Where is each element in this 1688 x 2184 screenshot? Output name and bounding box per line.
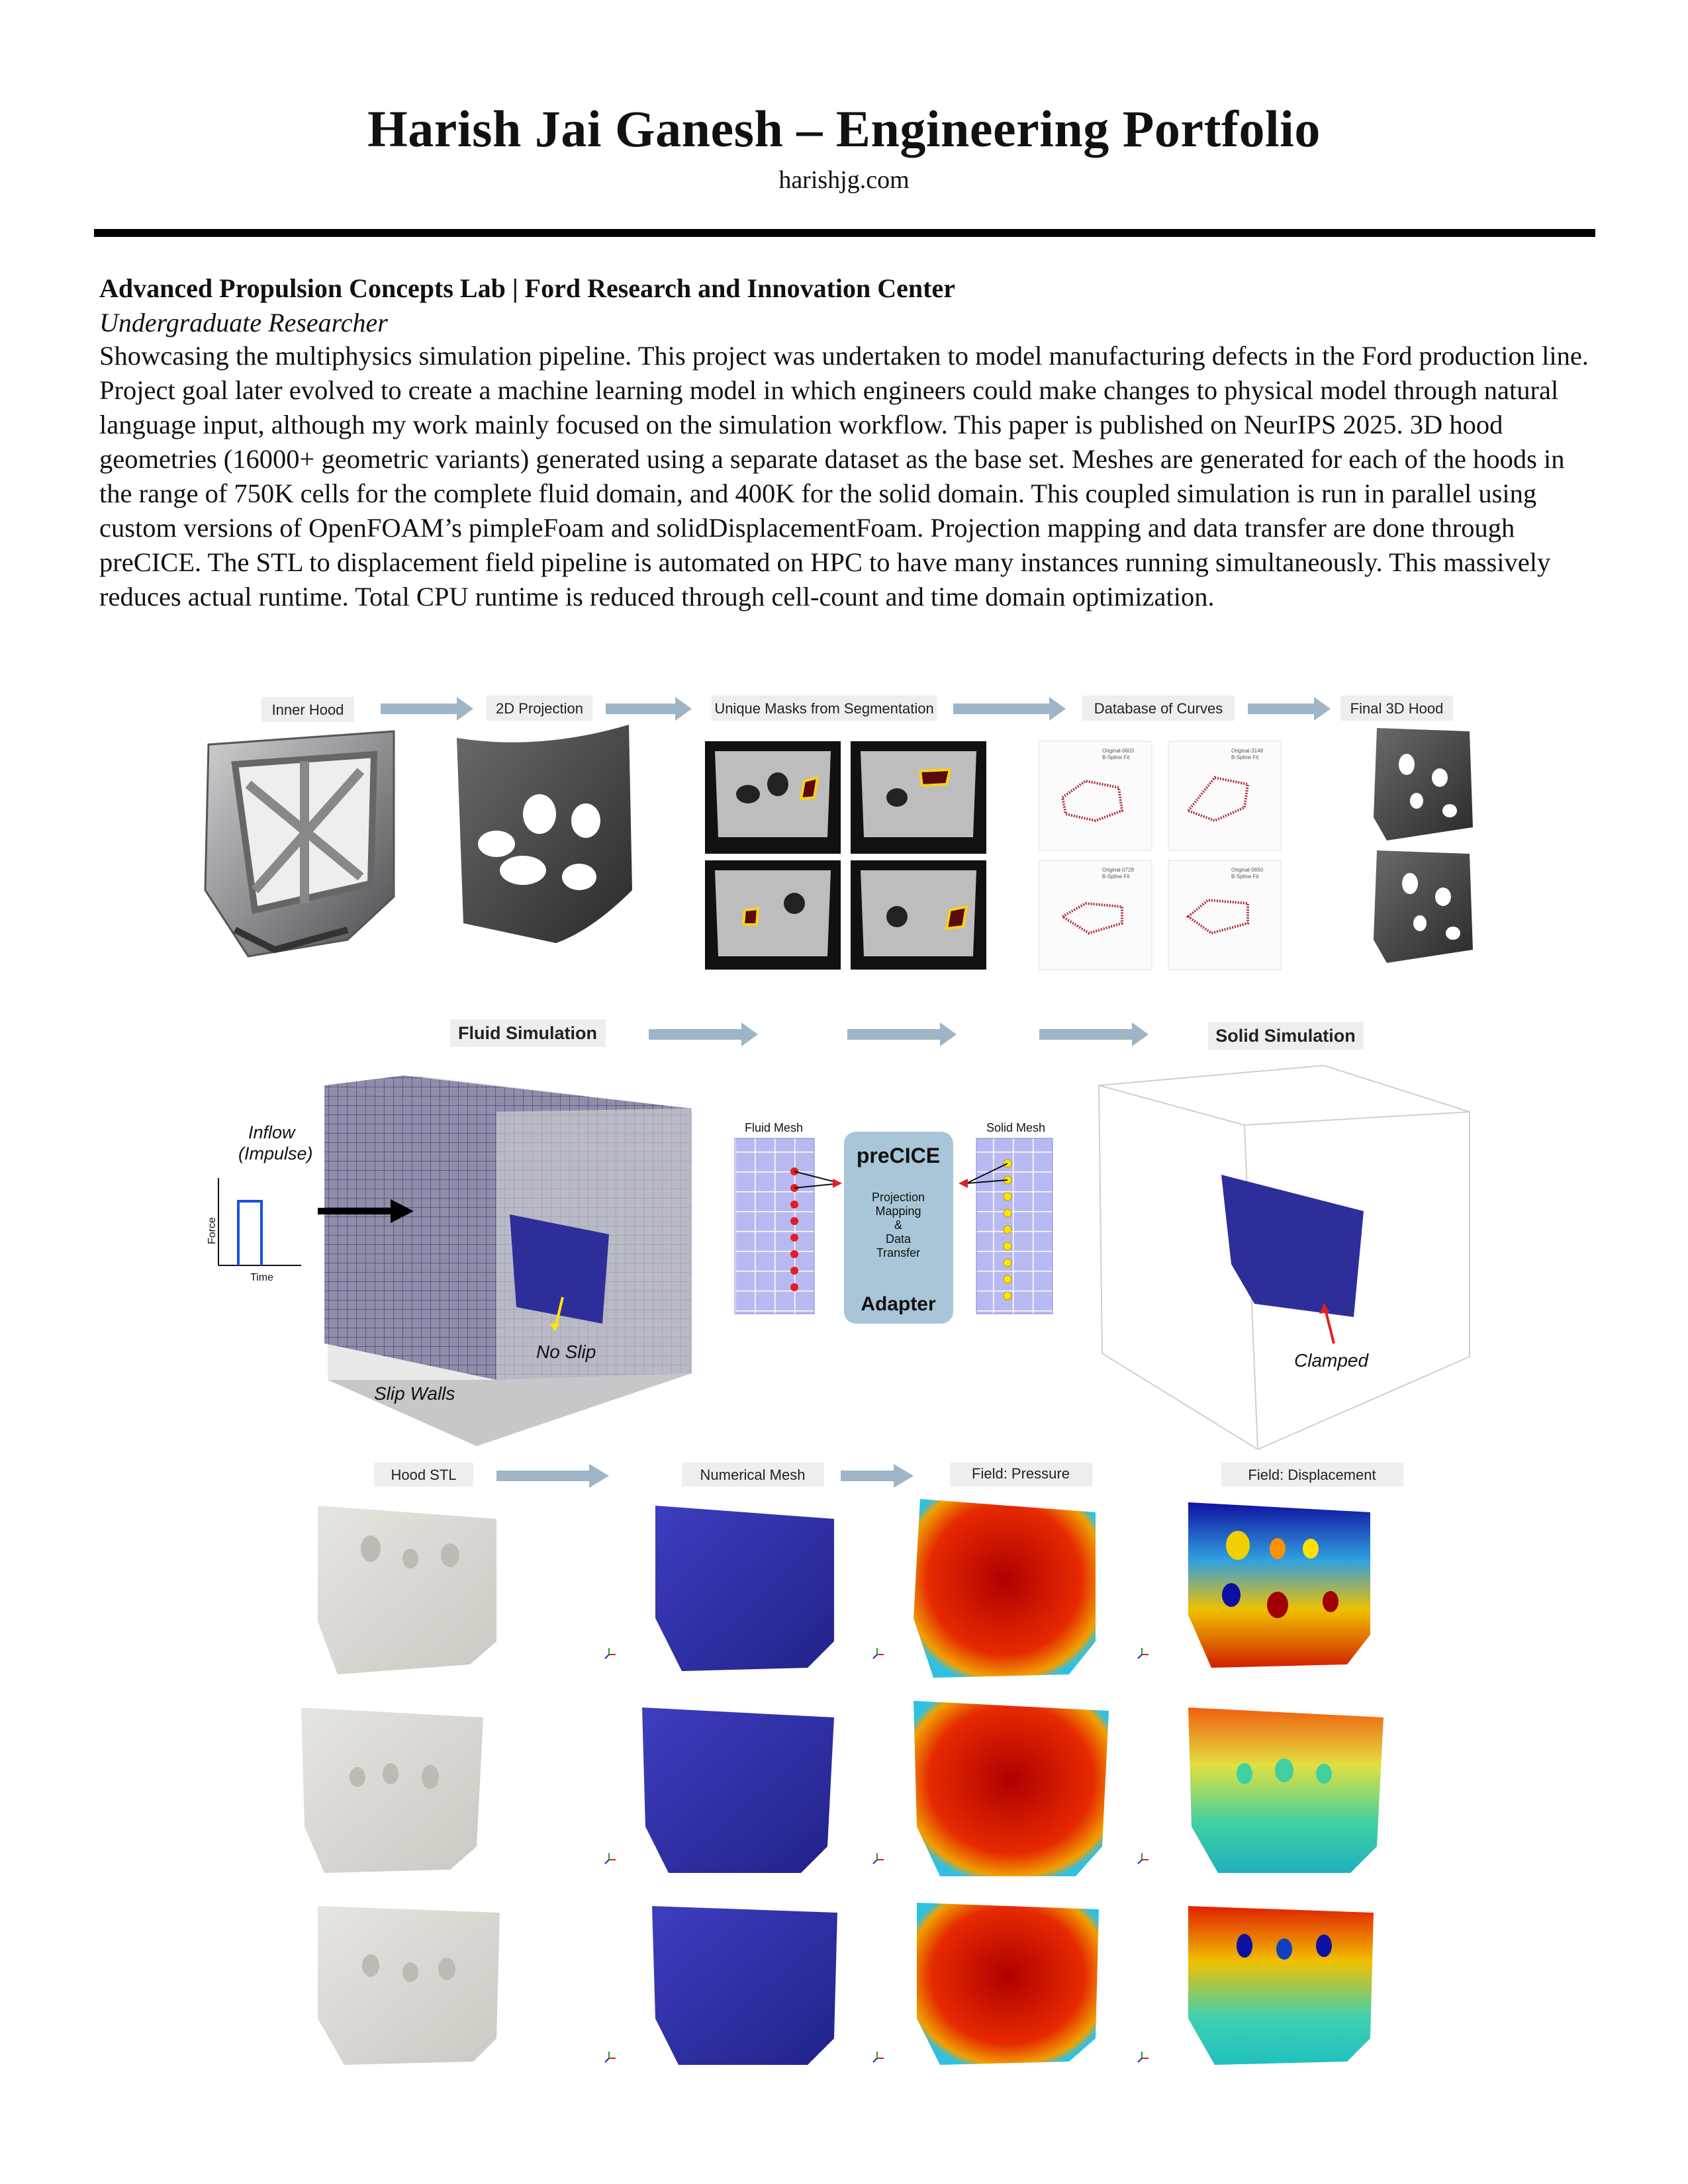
header-divider [94,229,1595,237]
force-axis-label: Force [207,1217,218,1244]
inner-hood-image [205,731,394,956]
solid-mesh-label: Solid Mesh [986,1121,1046,1134]
header-field-displacement: Field: Displacement [1248,1467,1376,1483]
curve-legend-1: Original-0603 [1102,748,1135,754]
header-field-pressure: Field: Pressure [972,1465,1070,1482]
no-slip-label: No Slip [536,1342,596,1362]
svg-text:B-Spline Fit: B-Spline Fit [1231,754,1259,760]
svg-text:Data: Data [885,1232,912,1246]
svg-text:B-Spline Fit: B-Spline Fit [1231,874,1259,880]
page-title: Harish Jai Ganesh – Engineering Portfolio [367,100,1321,158]
svg-text:&: & [894,1218,903,1232]
precice-coupling [735,1121,1053,1324]
final-3d-hoods [1374,728,1473,963]
role-subheading: Undergraduate Researcher [99,308,388,338]
projection-image [457,725,632,943]
segmentation-masks [705,741,986,970]
svg-text:Transfer: Transfer [876,1246,921,1259]
curve-legend-3: Original-0728 [1102,867,1135,873]
fsi-coupling-figure [199,1013,1496,1449]
svg-text:Mapping: Mapping [875,1205,921,1218]
precice-title: preCICE [856,1144,941,1167]
result-row-3 [318,1903,1374,2065]
svg-text:(Impulse): (Impulse) [238,1144,313,1163]
step-2d-projection: 2D Projection [495,700,584,717]
curve-legend-4: Original-0650 [1231,867,1264,873]
step-final-3d-hood: Final 3D Hood [1350,700,1444,717]
time-axis-label: Time [250,1272,273,1283]
curve-plots [1039,741,1281,970]
fluid-simulation-title: Fluid Simulation [458,1023,597,1043]
svg-text:Projection: Projection [871,1191,925,1204]
header-hood-stl: Hood STL [391,1467,457,1483]
solid-simulation-title: Solid Simulation [1215,1026,1356,1046]
organization-heading: Advanced Propulsion Concepts Lab | Ford Research and Innovation Center [99,273,956,303]
project-description: Showcasing the multiphysics simulation pipeline. This project was undertaken to model manufacturing defects in the Ford production line. Project goal later evolved to create a machine learning model in which engineers could make changes to physical model through natural language input, although my work mainly focused on the simulation workflow. This paper is published on NeurIPS 2025. 3D hood geometries (16000+ geometric variants) generated using a separate dataset as the base set. Meshes are generated for each of the hoods in the range of 750K cells for the complete fluid domain, and 400K for the solid domain. This coupled simulation is run in parallel using custom versions of OpenFOAM’s pimpleFoam and solidDisplacementFoam. Projection mapping and data transfer are done through preCICE. The STL to displacement field pipeline is automated on HPC to have many instances running simultaneously. This massively reduces actual runtime. Total CPU runtime is reduced through cell-count and time domain optimization. [99,341,1589,612]
adapter-label: Adapter [861,1293,936,1315]
slip-walls-label: Slip Walls [374,1383,455,1404]
geometry-pipeline-figure [195,678,1493,973]
curve-legend-2: Original-3148 [1231,748,1264,754]
step-inner-hood: Inner Hood [271,702,344,718]
fluid-mesh-label: Fluid Mesh [745,1121,804,1134]
website-link[interactable]: harishjg.com [778,166,910,194]
header-numerical-mesh: Numerical Mesh [700,1467,806,1483]
results-figure [298,1456,1410,2085]
step-database-curves: Database of Curves [1094,700,1223,717]
step-unique-masks: Unique Masks from Segmentation [714,700,934,717]
svg-text:B-Spline Fit: B-Spline Fit [1102,874,1130,880]
svg-text:B-Spline Fit: B-Spline Fit [1102,754,1130,760]
clamped-label: Clamped [1294,1350,1369,1371]
fluid-domain [324,1075,692,1446]
inflow-label: Inflow [248,1122,295,1142]
result-row-2 [301,1701,1383,1876]
result-row-1 [318,1499,1370,1678]
